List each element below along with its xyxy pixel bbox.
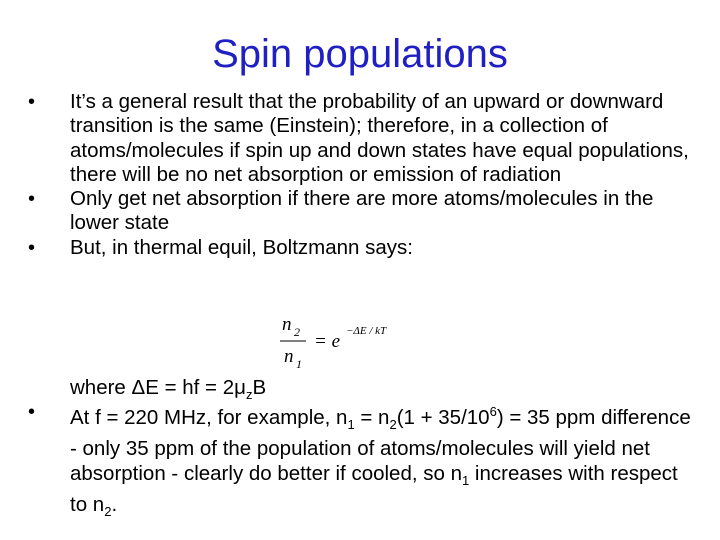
- formula-numerator-sub: 2: [294, 325, 300, 339]
- bullet-text-1: It’s a general result that the probability of an upward or downward transition is the same (Einstein); therefore, in a collection of atoms/molecules if spin up and down states have equal populations, there will be no net absorption or emission of radiation: [70, 90, 689, 186]
- formula-rhs: = e: [314, 331, 341, 352]
- last-s4: 2: [104, 504, 112, 519]
- formula-denominator: n: [284, 346, 294, 367]
- bullet-item-4-inner: [28, 400, 696, 524]
- where-text-b: B: [252, 376, 267, 399]
- last-p5: increases with respect to n: [70, 461, 678, 516]
- bullet-text-3: But, in thermal equil, Boltzmann says:: [70, 235, 413, 259]
- formula-numerator: n: [282, 314, 292, 335]
- bullet-item-1: [28, 90, 696, 187]
- last-s3: 1: [462, 472, 470, 488]
- bullet-item-3: [28, 236, 696, 260]
- where-text-a: where ΔE = hf = 2μ: [70, 376, 246, 399]
- boltzmann-formula: [278, 314, 418, 374]
- last-p1: At f = 220 MHz, for example, n: [70, 405, 348, 429]
- last-p4: ) = 35 ppm difference - only 35 ppm of the population of atoms/molecules will yield net absorption - clearly do better if cooled, so n: [70, 405, 691, 485]
- bullet-item-4: [28, 400, 696, 524]
- last-p2: = n: [354, 405, 390, 429]
- bullet-marker: •: [28, 91, 36, 113]
- bullet-item-2: [28, 187, 696, 236]
- last-p3: (1 + 35/10: [396, 405, 490, 429]
- bullet-list: [28, 90, 696, 260]
- last-s1: 1: [347, 416, 355, 432]
- bullet-marker: •: [28, 401, 36, 423]
- last-s2: 2: [389, 416, 397, 432]
- last-p6: .: [111, 492, 118, 516]
- where-sub-z: z: [245, 387, 253, 403]
- last-sup: 6: [489, 404, 497, 419]
- bullet-marker: •: [28, 188, 36, 211]
- formula-denominator-sub: 1: [296, 357, 302, 371]
- bullet-text-2: Only get net absorption if there are more atoms/molecules in the lower state: [70, 187, 654, 235]
- bullet-marker: •: [28, 236, 36, 259]
- slide-title: Spin populations: [212, 32, 508, 76]
- formula-exponent: −ΔE / kT: [346, 325, 387, 337]
